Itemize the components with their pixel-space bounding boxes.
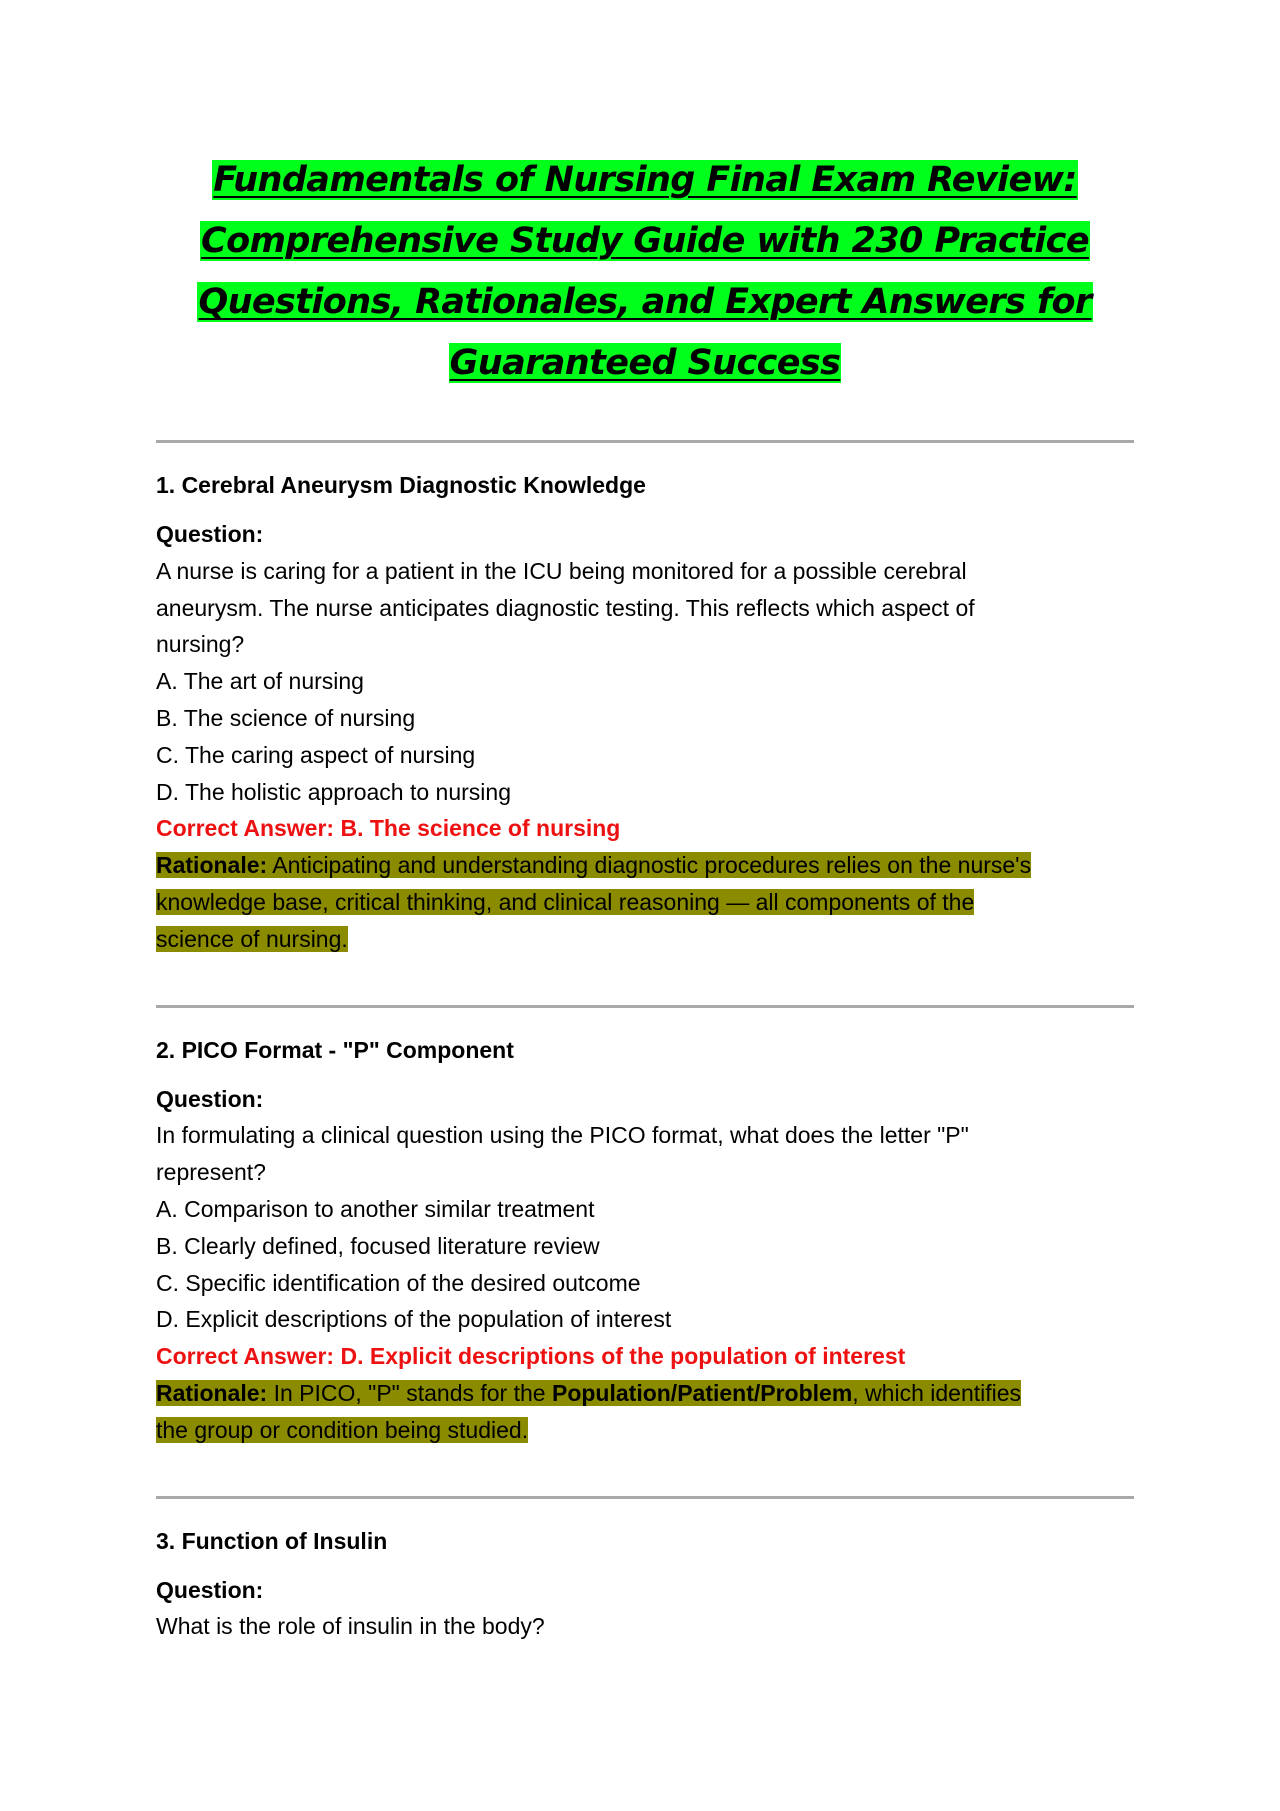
question-text-line: In formulating a clinical question using the PICO format, what does the letter "P" <box>156 1122 969 1149</box>
correct-answer: Correct Answer: D. Explicit descriptions of the population of interest <box>156 1343 906 1370</box>
rationale-text-line: science of nursing. <box>156 925 348 952</box>
rationale-label: Rationale: <box>156 852 268 879</box>
rationale-text-line: Anticipating and understanding diagnostic procedures relies on the nurse's <box>267 852 1032 879</box>
correct-answer: Correct Answer: B. The science of nursing <box>156 815 621 842</box>
question-label: Question: <box>156 1085 264 1112</box>
question-text-line: represent? <box>156 1159 266 1186</box>
document-title <box>156 150 1134 394</box>
question-heading: 3. Function of Insulin <box>156 1527 388 1554</box>
title-line-2: Comprehensive Study Guide with 230 Practice <box>201 221 1089 261</box>
title-line-3: Questions, Rationales, and Expert Answers for <box>198 282 1092 322</box>
rationale-text-line: knowledge base, critical thinking, and clinical reasoning — all components of the <box>156 888 975 915</box>
rationale-text-line: the group or condition being studied. <box>156 1416 529 1443</box>
divider <box>156 1496 1134 1499</box>
title-line-1: Fundamentals of Nursing Final Exam Review: <box>213 160 1077 200</box>
rationale-emphasis: Population/Patient/Problem <box>551 1379 853 1406</box>
rationale <box>156 884 1134 921</box>
question-heading: 1. Cerebral Aneurysm Diagnostic Knowledge <box>156 472 646 498</box>
answer-option-c: C. The caring aspect of nursing <box>156 741 476 768</box>
question-text-line: A nurse is caring for a patient in the ICU being monitored for a possible cerebral <box>156 557 967 584</box>
answer-option-b: B. Clearly defined, focused literature review <box>156 1232 600 1259</box>
question-label: Question: <box>156 1576 264 1603</box>
answer-option-a: A. Comparison to another similar treatment <box>156 1195 595 1222</box>
rationale <box>156 1412 1134 1449</box>
divider <box>156 440 1134 443</box>
rationale-text: In PICO, "P" stands for the <box>267 1379 552 1406</box>
question-heading: 2. PICO Format - "P" Component <box>156 1036 514 1063</box>
rationale-text: , which identifies <box>852 1379 1022 1406</box>
answer-option-d: D. The holistic approach to nursing <box>156 778 511 805</box>
divider <box>156 1005 1134 1008</box>
question-section-2 <box>156 1035 1134 1449</box>
document-page <box>156 0 1134 1645</box>
question-section-3 <box>156 1526 1134 1646</box>
question-section-1 <box>156 470 1134 958</box>
answer-option-a: A. The art of nursing <box>156 668 364 695</box>
rationale <box>156 847 1134 884</box>
answer-option-c: C. Specific identification of the desired outcome <box>156 1269 641 1296</box>
question-text-line: aneurysm. The nurse anticipates diagnostic testing. This reflects which aspect of <box>156 594 975 621</box>
answer-option-d: D. Explicit descriptions of the population of interest <box>156 1306 672 1333</box>
rationale <box>156 921 1134 958</box>
rationale <box>156 1375 1134 1412</box>
answer-option-b: B. The science of nursing <box>156 704 416 731</box>
question-text-line: nursing? <box>156 631 245 658</box>
question-label: Question: <box>156 521 264 547</box>
rationale-label: Rationale: <box>156 1379 268 1406</box>
question-text-line: What is the role of insulin in the body? <box>156 1613 545 1640</box>
title-line-4: Guaranteed Success <box>449 343 841 383</box>
